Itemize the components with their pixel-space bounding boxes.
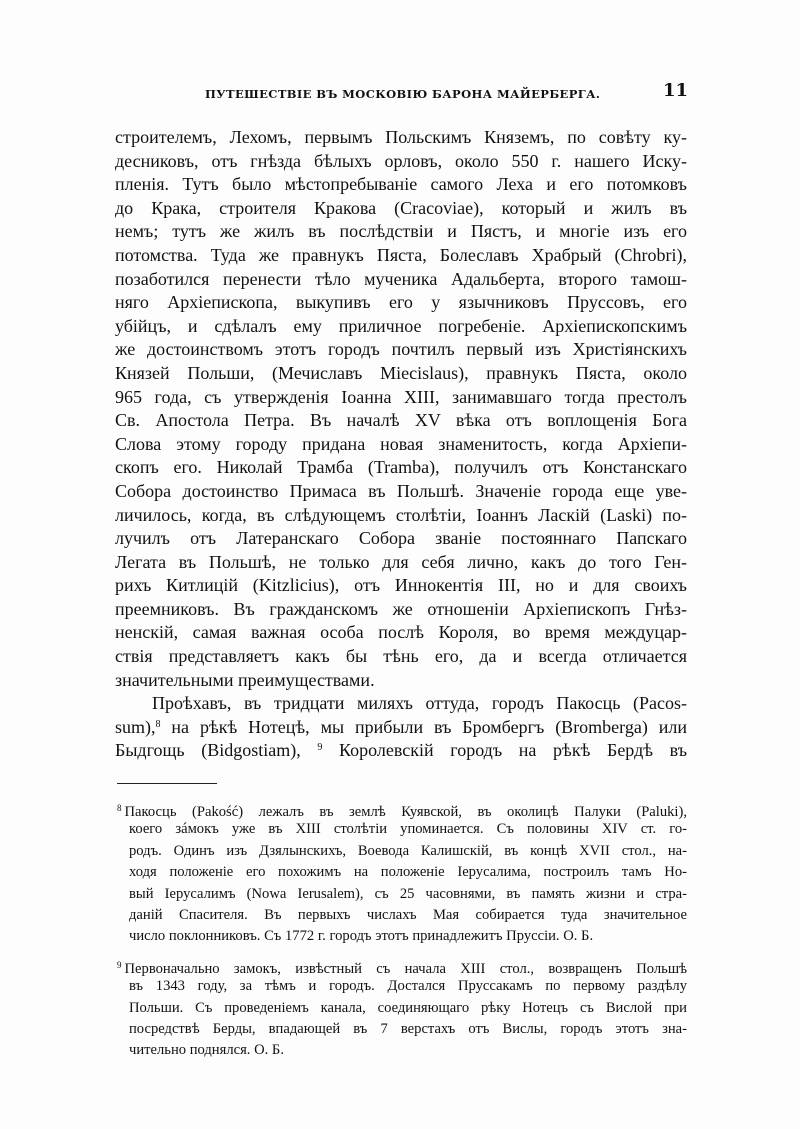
main-text	[115, 126, 687, 763]
text-line: позаботился перенести тѣло мученика Адальберта, второго тамош-	[115, 268, 687, 289]
footnote-line: чительно поднялся. О. Б.	[129, 1042, 284, 1059]
text-line: немъ; тутъ же жилъ въ послѣдствіи и Пястъ, и многіе изъ его	[115, 221, 687, 242]
paragraph-first-line: Проѣхавъ, въ тридцати миляхъ оттуда, городъ Пакосць (Pacos-	[152, 693, 687, 714]
footnote-line: ходя положеніе его похожимъ на положеніе Іерусалима, построилъ тамъ Но-	[129, 864, 687, 881]
text-fragment: sum),	[115, 716, 156, 737]
text-line: рихъ Китлицій (Kitzlicius), отъ Иннокентія III, но и для своихъ	[115, 575, 687, 596]
text-line-with-footnote-ref	[115, 716, 687, 740]
text-line: потомства. Туда же правнукъ Пяста, Болеславъ Храбрый (Chrobri),	[115, 244, 687, 265]
text-line: убійцъ, и сдѣлалъ ему приличное погребеніе. Архіепископскимъ	[115, 315, 687, 336]
text-fragment: Быдгощь (Bidgostiam),	[115, 740, 301, 761]
text-line: скопъ его. Николай Трамба (Tramba), получилъ отъ Констанскаго	[115, 457, 687, 478]
running-title: ПУТЕШЕСТВІЕ ВЪ МОСКОВІЮ БАРОНА МАЙЕРБЕРГА.	[205, 87, 601, 101]
footnote-line: даній Спасителя. Въ первыхъ числахъ Мая собирается туда значительное	[129, 906, 687, 923]
footnotes	[117, 798, 687, 1069]
text-line: же достоинствомъ этотъ городъ почтилъ первый изъ Христіянскихъ	[115, 339, 687, 360]
text-line: строителемъ, Лехомъ, первымъ Польскимъ Княземъ, по совѣту ку-	[115, 127, 687, 147]
footnote-line: коего зáмокъ уже въ XIII столѣтіи упоминается. Съ половины XIV ст. го-	[129, 821, 687, 838]
footnote-line: Польши. Съ проведеніемъ канала, соединяющаго рѣку Нотецъ съ Вислой при	[129, 999, 687, 1016]
text-line-with-footnote-ref	[115, 739, 687, 763]
text-line: Слова этому городу придана новая знаменитость, когда Архіепи-	[115, 433, 687, 454]
text-fragment: Королевскій городъ на рѣкѣ Бердѣ въ	[322, 740, 687, 761]
footnote-line: посредствѣ Берды, впадающей въ 7 верстахъ отъ Вислы, городъ этотъ зна-	[129, 1020, 687, 1037]
page-number: 11	[662, 80, 688, 101]
text-line: до Крака, строителя Кракова (Cracoviae), который и жилъ въ	[115, 197, 687, 218]
footnote-marker: 9	[117, 959, 122, 970]
text-line: 965 года, съ утвержденія Іоанна XIII, занимавшаго тогда престолъ	[115, 386, 687, 407]
footnote-text: Первоначально замокъ, извѣстный съ начала XIII стол., возвращенъ Польшѣ	[124, 960, 687, 977]
footnote-marker: 8	[117, 803, 122, 813]
text-line: преемниковъ. Въ гражданскомъ же отношеніи Архіепископъ Гнѣз-	[115, 598, 687, 619]
text-line: няго Архіепископа, выкупивъ его у язычниковъ Пруссовъ, его	[115, 292, 687, 313]
footnote-ref-9[interactable]: 9	[317, 742, 323, 754]
text-line: значительными преимуществами.	[115, 669, 375, 690]
text-fragment: на рѣкѣ Нотецѣ, мы прибыли въ Бромбергъ (Bromberga) или	[160, 716, 687, 737]
footnote-text: Пакосць (Pakość) лежалъ въ землѣ Куявской, въ околицѣ Палуки (Paluki),	[124, 804, 687, 820]
footnote-line	[117, 955, 687, 976]
text-line: личилось, когда, въ слѣдующемъ столѣтіи, Іоаннъ Ласкій (Laski) по-	[115, 504, 687, 525]
text-line: Св. Апостола Петра. Въ началѣ XV вѣка отъ воплощенія Бога	[115, 410, 687, 431]
footnote-line	[117, 798, 687, 819]
text-line: лучилъ отъ Латеранскаго Собора званіе постояннаго Папскаго	[115, 528, 687, 549]
footnote-line: вый Іерусалимъ (Nowa Ierusalem), съ 25 часовнями, въ память жизни и стра-	[129, 885, 687, 902]
text-line: пленія. Тутъ было мѣстопребываніе самого Леха и его потомковъ	[115, 174, 687, 195]
text-line: Легата въ Польшѣ, не только для себя лично, какъ до того Ген-	[115, 551, 687, 572]
text-line: десниковъ, отъ гнѣзда бѣлыхъ орловъ, около 550 г. нашего Иску-	[115, 150, 687, 171]
text-line: Князей Польши, (Мечиславъ Miecislaus), правнукъ Пяста, около	[115, 362, 687, 383]
footnote-line: число поклонниковъ. Съ 1772 г. городъ этотъ принадлежитъ Пруссіи. О. Б.	[129, 928, 594, 945]
text-line: ненскій, самая важная особа послѣ Короля, во время междуцар-	[115, 622, 687, 643]
text-line: ствія представляетъ какъ бы тѣнь его, да и всегда отличается	[115, 646, 687, 667]
footnote-ref-8[interactable]: 8	[155, 718, 161, 730]
footnote-line: въ 1343 году, за тѣмъ и городъ. Достался Пруссакамъ по первому раздѣлу	[129, 978, 687, 995]
footnote-divider	[117, 783, 217, 784]
footnote-line: родъ. Одинъ изъ Дзялынскихъ, Воевода Калишскій, въ концѣ XVII стол., на-	[129, 842, 687, 859]
footnote-8	[117, 798, 687, 948]
text-line: Собора достоинство Примаса въ Польшѣ. Значеніе города еще уве-	[115, 480, 687, 501]
footnote-9	[117, 955, 687, 1062]
